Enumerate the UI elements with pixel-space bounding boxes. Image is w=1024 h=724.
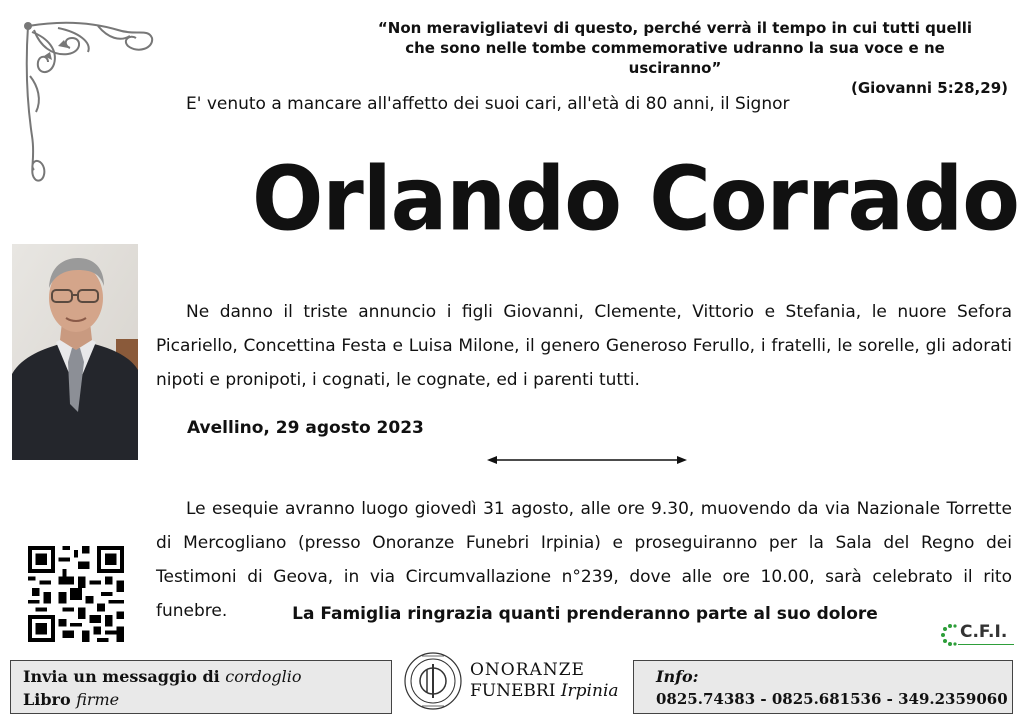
cfi-label: C.F.I. xyxy=(960,622,1008,642)
condolence-box[interactable] xyxy=(10,660,392,714)
corner-flourish-icon xyxy=(18,16,158,190)
phone-numbers[interactable]: 0825.74383 - 0825.681536 - 349.2359060 xyxy=(656,690,1008,708)
double-arrow-icon xyxy=(487,452,687,471)
deceased-name: Orlando Corrado xyxy=(252,147,1019,251)
funeral-home-emblem xyxy=(402,648,464,718)
deceased-photo xyxy=(12,244,138,460)
family-thanks: La Famiglia ringrazia quanti prenderanno parte al suo dolore xyxy=(292,604,878,624)
qr-code-icon[interactable] xyxy=(28,546,124,646)
send-condolence-link[interactable]: Invia un messaggio di cordoglio xyxy=(23,667,302,686)
intro-text: E' venuto a mancare all'affetto dei suoi cari, all'età di 80 anni, il Signor xyxy=(186,94,790,114)
quote-line-2: che sono nelle tombe commemorative udranno la sua voce e ne usciranno” xyxy=(405,39,945,77)
bible-quote xyxy=(368,18,1008,98)
quote-reference: (Giovanni 5:28,29) xyxy=(851,79,1008,97)
cfi-logo xyxy=(940,620,1016,654)
info-box xyxy=(633,660,1013,714)
quote-line-1: “Non meravigliatevi di questo, perché verrà il tempo in cui tutti quelli xyxy=(377,19,973,37)
place-date: Avellino, 29 agosto 2023 xyxy=(187,418,424,438)
guestbook-link[interactable]: Libro firme xyxy=(23,690,120,709)
announcement-text: Ne danno il triste annuncio i figli Giovanni, Clemente, Vittorio e Stefania, le nuore Sefora Picariello, Concettina Festa e Luisa Milone, il genero Generoso Ferullo, i fratelli, le sorelle, gli adorati nipoti e pronipoti, i cognati, le cognate, ed i parenti tutti. xyxy=(156,302,1012,390)
funeral-details: Le esequie avranno luogo giovedì 31 agosto, alle ore 9.30, muovendo da via Nazionale Torrette di Mercogliano (presso Onoranze Funebri Irpinia) e proseguiranno per la Sala del Regno dei Testimoni di Geova, in via Circumvallazione n°239, dove alle ore 10.00, sarà celebrato il rito funebre. xyxy=(156,499,1012,621)
info-label: Info: xyxy=(656,667,699,686)
funeral-home-name: ONORANZE FUNEBRI Irpinia xyxy=(470,660,619,701)
